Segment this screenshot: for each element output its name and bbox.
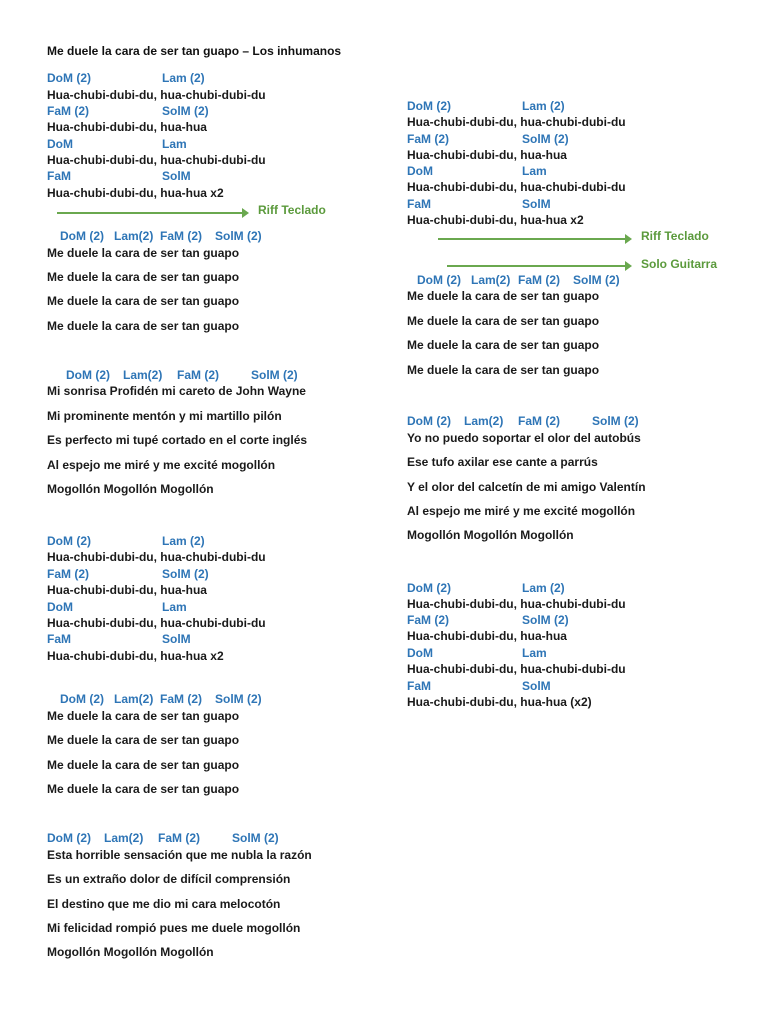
chord-label: SolM: [522, 197, 551, 211]
chord-label: SolM (2): [232, 831, 279, 845]
chord-label: DoM (2): [47, 831, 91, 845]
chord-label: DoM (2): [407, 414, 451, 428]
lyric-line: Hua-chubi-dubi-du, hua-chubi-dubi-du: [407, 662, 626, 676]
chord-label: FaM (2): [160, 692, 202, 706]
chord-label: Lam(2): [114, 229, 154, 243]
lyric-line: Me duele la cara de ser tan guapo: [47, 294, 240, 308]
lyric-line: Y el olor del calcetín de mi amigo Valentín: [407, 480, 646, 494]
lyric-line: Me duele la cara de ser tan guapo: [407, 363, 600, 377]
lyric-line: Mi prominente mentón y mi martillo pilón: [47, 409, 282, 423]
riff-label: Riff Teclado: [641, 229, 709, 243]
chord-label: SolM: [162, 169, 191, 183]
lyric-line: Mogollón Mogollón Mogollón: [407, 528, 574, 542]
chord-label: Lam(2): [123, 368, 163, 382]
lyric-line: Esta horrible sensación que me nubla la razón: [47, 848, 312, 862]
lyric-line: Mogollón Mogollón Mogollón: [47, 482, 214, 496]
chord-label: Lam: [522, 164, 547, 178]
chord-label: Lam(2): [464, 414, 504, 428]
chord-label: SolM (2): [162, 104, 209, 118]
lyric-line: Hua-chubi-dubi-du, hua-hua: [47, 120, 207, 134]
chord-label: SolM (2): [573, 273, 620, 287]
chord-label: Lam: [522, 646, 547, 660]
chord-label: SolM (2): [215, 692, 262, 706]
lyric-line: El destino que me dio mi cara melocotón: [47, 897, 281, 911]
chord-label: Lam(2): [104, 831, 144, 845]
chord-label: DoM: [407, 164, 433, 178]
lyric-line: Hua-chubi-dubi-du, hua-hua: [47, 583, 207, 597]
solo-arrow: [447, 265, 626, 267]
lyric-line: Hua-chubi-dubi-du, hua-chubi-dubi-du: [47, 550, 266, 564]
lyric-line: Mi sonrisa Profidén mi careto de John Wayne: [47, 384, 306, 398]
lyric-line: Ese tufo axilar ese cante a parrús: [407, 455, 598, 469]
chord-label: Lam: [162, 137, 187, 151]
lyric-line: Hua-chubi-dubi-du, hua-hua x2: [47, 649, 224, 663]
lyric-line: Yo no puedo soportar el olor del autobús: [407, 431, 641, 445]
lyric-line: Hua-chubi-dubi-du, hua-chubi-dubi-du: [47, 153, 266, 167]
chord-label: SolM (2): [522, 613, 569, 627]
lyric-line: Mogollón Mogollón Mogollón: [47, 945, 214, 959]
chord-label: SolM (2): [522, 132, 569, 146]
lyric-line: Hua-chubi-dubi-du, hua-chubi-dubi-du: [407, 597, 626, 611]
chord-label: FaM: [407, 679, 431, 693]
lyric-line: Al espejo me miré y me excité mogollón: [407, 504, 636, 518]
chord-label: DoM (2): [47, 71, 91, 85]
lyric-line: Hua-chubi-dubi-du, hua-chubi-dubi-du: [407, 115, 626, 129]
chord-label: DoM: [407, 646, 433, 660]
chord-label: DoM (2): [60, 692, 104, 706]
chord-label: SolM: [162, 632, 191, 646]
chord-label: FaM (2): [518, 273, 560, 287]
chord-label: FaM (2): [407, 132, 449, 146]
chord-label: Lam(2): [114, 692, 154, 706]
riff-arrow: [57, 212, 243, 214]
lyric-line: Mi felicidad rompió pues me duele mogollón: [47, 921, 301, 935]
chord-label: DoM (2): [47, 534, 91, 548]
lyric-line: Me duele la cara de ser tan guapo: [47, 246, 240, 260]
lyric-line: Hua-chubi-dubi-du, hua-chubi-dubi-du: [47, 616, 266, 630]
lyric-line: Es perfecto mi tupé cortado en el corte inglés: [47, 433, 308, 447]
chord-label: SolM (2): [251, 368, 298, 382]
chord-label: Lam: [162, 600, 187, 614]
lyric-line: Me duele la cara de ser tan guapo: [407, 314, 600, 328]
lyric-line: Al espejo me miré y me excité mogollón: [47, 458, 276, 472]
lyric-line: Hua-chubi-dubi-du, hua-hua: [407, 148, 567, 162]
lyric-line: Me duele la cara de ser tan guapo: [47, 733, 240, 747]
chord-label: FaM (2): [407, 613, 449, 627]
chord-label: SolM (2): [592, 414, 639, 428]
chord-label: FaM: [407, 197, 431, 211]
chord-label: Lam (2): [522, 581, 565, 595]
chord-label: DoM (2): [407, 581, 451, 595]
chord-label: Lam (2): [162, 71, 205, 85]
lyric-line: Hua-chubi-dubi-du, hua-chubi-dubi-du: [47, 88, 266, 102]
solo-label: Solo Guitarra: [641, 257, 718, 271]
chord-label: FaM (2): [160, 229, 202, 243]
lyric-line: Me duele la cara de ser tan guapo: [47, 709, 240, 723]
chord-label: DoM (2): [60, 229, 104, 243]
chord-label: FaM: [47, 169, 71, 183]
chord-label: DoM: [47, 137, 73, 151]
chord-label: FaM (2): [47, 567, 89, 581]
riff-label: Riff Teclado: [258, 203, 326, 217]
chord-label: FaM: [47, 632, 71, 646]
lyric-line: Me duele la cara de ser tan guapo: [47, 782, 240, 796]
lyric-line: Me duele la cara de ser tan guapo: [47, 270, 240, 284]
chord-label: Lam (2): [522, 99, 565, 113]
lyric-line: Me duele la cara de ser tan guapo: [407, 289, 600, 303]
chord-label: FaM (2): [518, 414, 560, 428]
lyric-line: Me duele la cara de ser tan guapo: [47, 758, 240, 772]
lyric-line: Hua-chubi-dubi-du, hua-hua: [407, 629, 567, 643]
lyric-line: Hua-chubi-dubi-du, hua-hua (x2): [407, 695, 592, 709]
lyric-line: Hua-chubi-dubi-du, hua-chubi-dubi-du: [407, 180, 626, 194]
song-title: Me duele la cara de ser tan guapo – Los inhumanos: [47, 44, 342, 58]
chord-label: SolM (2): [162, 567, 209, 581]
chord-label: SolM: [522, 679, 551, 693]
chord-label: Lam(2): [471, 273, 511, 287]
chord-label: DoM (2): [66, 368, 110, 382]
chord-label: DoM (2): [407, 99, 451, 113]
chord-label: DoM: [47, 600, 73, 614]
lyric-line: Me duele la cara de ser tan guapo: [407, 338, 600, 352]
lyric-line: Es un extraño dolor de difícil comprensión: [47, 872, 291, 886]
lyric-line: Hua-chubi-dubi-du, hua-hua x2: [407, 213, 584, 227]
chord-label: FaM (2): [158, 831, 200, 845]
chord-label: FaM (2): [47, 104, 89, 118]
riff-arrow: [438, 238, 626, 240]
lyric-line: Hua-chubi-dubi-du, hua-hua x2: [47, 186, 224, 200]
chord-label: DoM (2): [417, 273, 461, 287]
chord-label: FaM (2): [177, 368, 219, 382]
chord-label: SolM (2): [215, 229, 262, 243]
lyric-line: Me duele la cara de ser tan guapo: [47, 319, 240, 333]
chord-label: Lam (2): [162, 534, 205, 548]
